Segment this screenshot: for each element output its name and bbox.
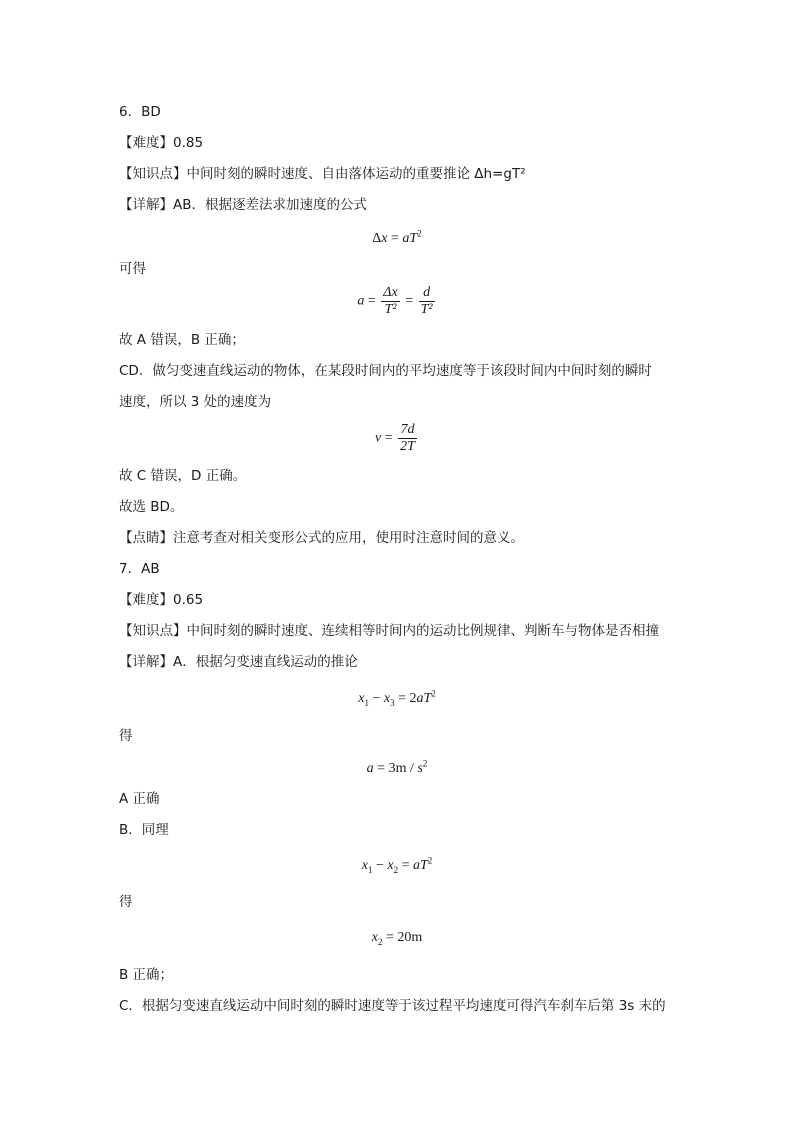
q6-cd-line-1: CD．做匀变速直线运动的物体，在某段时间内的平均速度等于该段时间内中间时刻的瞬时 — [119, 363, 652, 379]
q7-a-correct: A 正确 — [119, 791, 160, 807]
q6-answer: 故选 BD。 — [119, 499, 184, 515]
q6-detail-intro: 【详解】AB．根据逐差法求加速度的公式 — [119, 197, 367, 213]
q6-equation-delta-x: $\Delta x = aT^2$ — [372, 228, 422, 246]
q6-cd-line-2: 速度，所以 3 处的速度为 — [119, 394, 272, 410]
q7-b-correct: B 正确； — [119, 967, 174, 983]
q6-equation-velocity: v = $\frac{7d}{2T}$ — [375, 422, 415, 454]
q7-detail-intro: 【详解】A．根据匀变速直线运动的推论 — [119, 654, 358, 670]
q7-de-1: 得 — [119, 728, 133, 744]
q6-equation-acceleration: a = $\frac{\Delta x}{\text{T²}}$ = $\frac{d}{\text{T²}}$ — [357, 285, 433, 317]
q7-difficulty: 【难度】0.65 — [119, 592, 204, 608]
q6-header: 6．BD — [119, 104, 161, 120]
q7-b-tongli: B．同理 — [119, 822, 169, 838]
q6-comment: 【点睛】注意考查对相关变形公式的应用，使用时注意时间的意义。 — [119, 530, 524, 546]
q7-knowledge-points: 【知识点】中间时刻的瞬时速度、连续相等时间内的运动比例规律、判断车与物体是否相撞 — [119, 623, 659, 639]
q7-equation-x2-value: $x_2 = 20m$ — [371, 930, 423, 947]
q6-kede: 可得 — [119, 261, 146, 277]
q7-equation-acceleration: $a = 3m / s^2$ — [366, 758, 428, 776]
q7-header: 7．AB — [119, 561, 160, 577]
q7-de-2: 得 — [119, 894, 133, 910]
fraction: $\frac{7d}{2T}$ — [400, 422, 415, 454]
q7-equation-x1-x3: $x_1 - x_3 = 2aT^2$ — [358, 688, 436, 708]
q6-conclusion-ab: 故 A 错误，B 正确； — [119, 332, 245, 348]
q6-difficulty: 【难度】0.85 — [119, 135, 204, 151]
fraction: $\frac{d}{\text{T²}}$ — [420, 285, 433, 317]
q6-conclusion-cd: 故 C 错误，D 正确。 — [119, 468, 247, 484]
q6-knowledge-points: 【知识点】中间时刻的瞬时速度、自由落体运动的重要推论 Δh=gT² — [119, 166, 526, 182]
fraction: $\frac{\Delta x}{\text{T²}}$ — [383, 285, 398, 317]
q7-c-line: C．根据匀变速直线运动中间时刻的瞬时速度等于该过程平均速度可得汽车刹车后第 3s 末的 — [119, 998, 666, 1014]
q7-equation-x1-x2: $x_1 - x_2 = aT^2$ — [361, 855, 433, 875]
